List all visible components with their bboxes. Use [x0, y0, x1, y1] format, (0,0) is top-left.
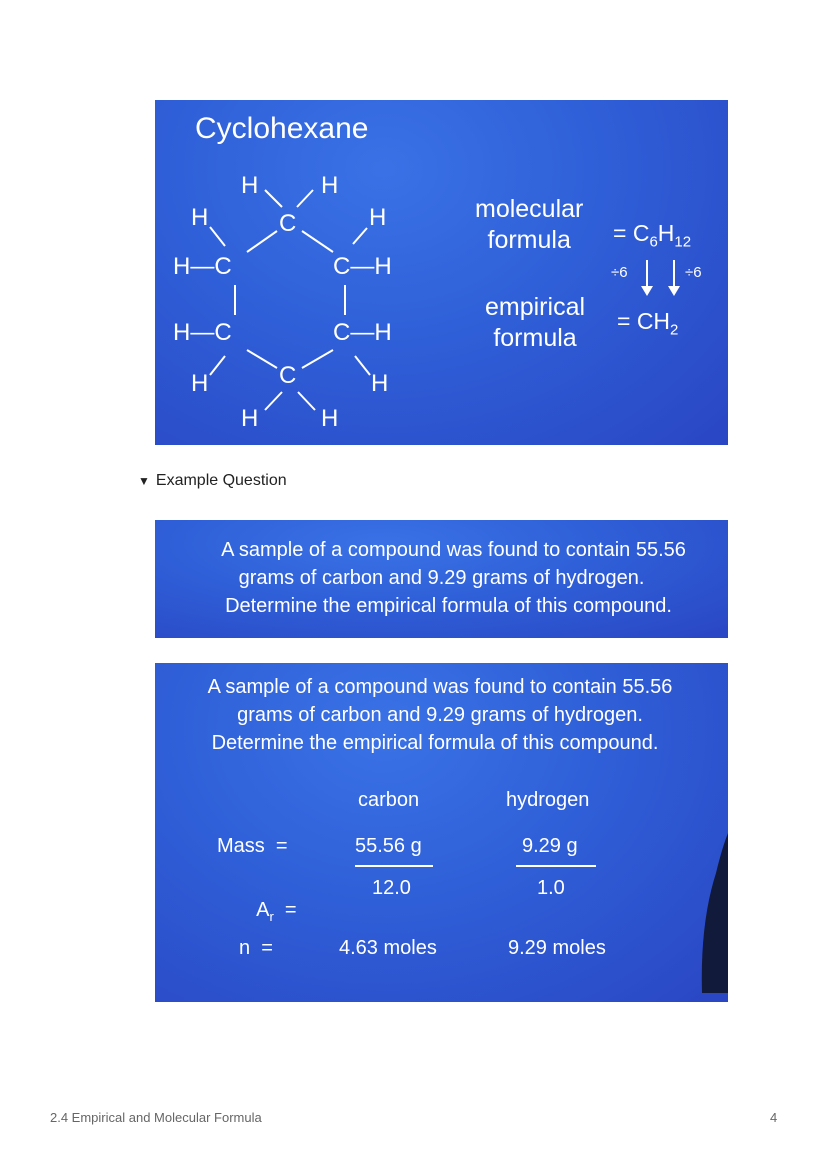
- atom-c: C: [279, 210, 297, 237]
- hydrogen-moles: 9.29 moles: [508, 937, 606, 959]
- toggle-label: Example Question: [155, 472, 287, 489]
- cyclohexane-structure: [155, 100, 728, 445]
- hydrogen-mass: 9.29 g: [522, 835, 578, 857]
- column-hydrogen: hydrogen: [506, 789, 590, 811]
- atom-c-h: C—H: [333, 319, 392, 346]
- atom-h-c: H—C: [173, 319, 232, 346]
- molecular-formula-value: = $C_6H_{12}$: [613, 220, 692, 251]
- atom-h: H: [191, 370, 209, 397]
- empirical-formula-label: empirical formula: [485, 293, 586, 352]
- atom-h: H: [369, 204, 387, 231]
- divide-label-left: ÷6: [611, 264, 628, 281]
- empirical-formula-value: = $CH_2$: [617, 308, 679, 339]
- atom-c-h: C—H: [333, 253, 392, 280]
- atom-h-c: H—C: [173, 253, 232, 280]
- carbon-mass: 55.56 g: [355, 835, 422, 857]
- hydrogen-ar: 1.0: [537, 877, 565, 899]
- molecular-formula-label: molecular formula: [475, 195, 584, 254]
- cyclohexane-slide: [155, 100, 728, 445]
- carbon-moles: 4.63 moles: [339, 937, 437, 959]
- fraction-bar-hydrogen: [516, 865, 596, 867]
- atom-h: H: [241, 405, 259, 432]
- mass-label: Mass =: [217, 835, 288, 857]
- atom-h: H: [321, 172, 339, 199]
- fraction-bar-carbon: [355, 865, 433, 867]
- down-arrow-right-head-icon: [668, 286, 680, 296]
- question-text: A sample of a compound was found to contain 55.56 grams of carbon and 9.29 grams of hydrogen. Determine the empirical formula of this compound.: [207, 676, 673, 754]
- divide-label-right: ÷6: [685, 264, 702, 281]
- atom-h: H: [191, 204, 209, 231]
- down-arrow-left-icon: [646, 260, 648, 286]
- atom-h: H: [321, 405, 339, 432]
- n-label: n =: [239, 937, 273, 959]
- page-number: 4: [770, 1110, 778, 1125]
- down-arrow-left-head-icon: [641, 286, 653, 296]
- down-arrow-right-icon: [673, 260, 675, 286]
- carbon-ar: 12.0: [372, 877, 411, 899]
- slide-title: Cyclohexane: [195, 112, 369, 145]
- column-carbon: carbon: [358, 789, 420, 811]
- triangle-down-icon: ▼: [138, 474, 150, 488]
- calculation-slide: [155, 663, 728, 1002]
- question-text: A sample of a compound was found to contain 55.56 grams of carbon and 9.29 grams of hydrogen. Determine the empirical formula of this compound.: [221, 539, 686, 617]
- example-question-toggle[interactable]: [138, 472, 287, 490]
- footer-title: 2.4 Empirical and Molecular Formula: [50, 1110, 262, 1125]
- atom-c: C: [279, 362, 297, 389]
- ar-label: $A_r$ =: [256, 899, 297, 924]
- question-slide: [155, 520, 728, 638]
- atom-h: H: [241, 172, 259, 199]
- presenter-silhouette: [698, 833, 728, 993]
- atom-h: H: [371, 370, 389, 397]
